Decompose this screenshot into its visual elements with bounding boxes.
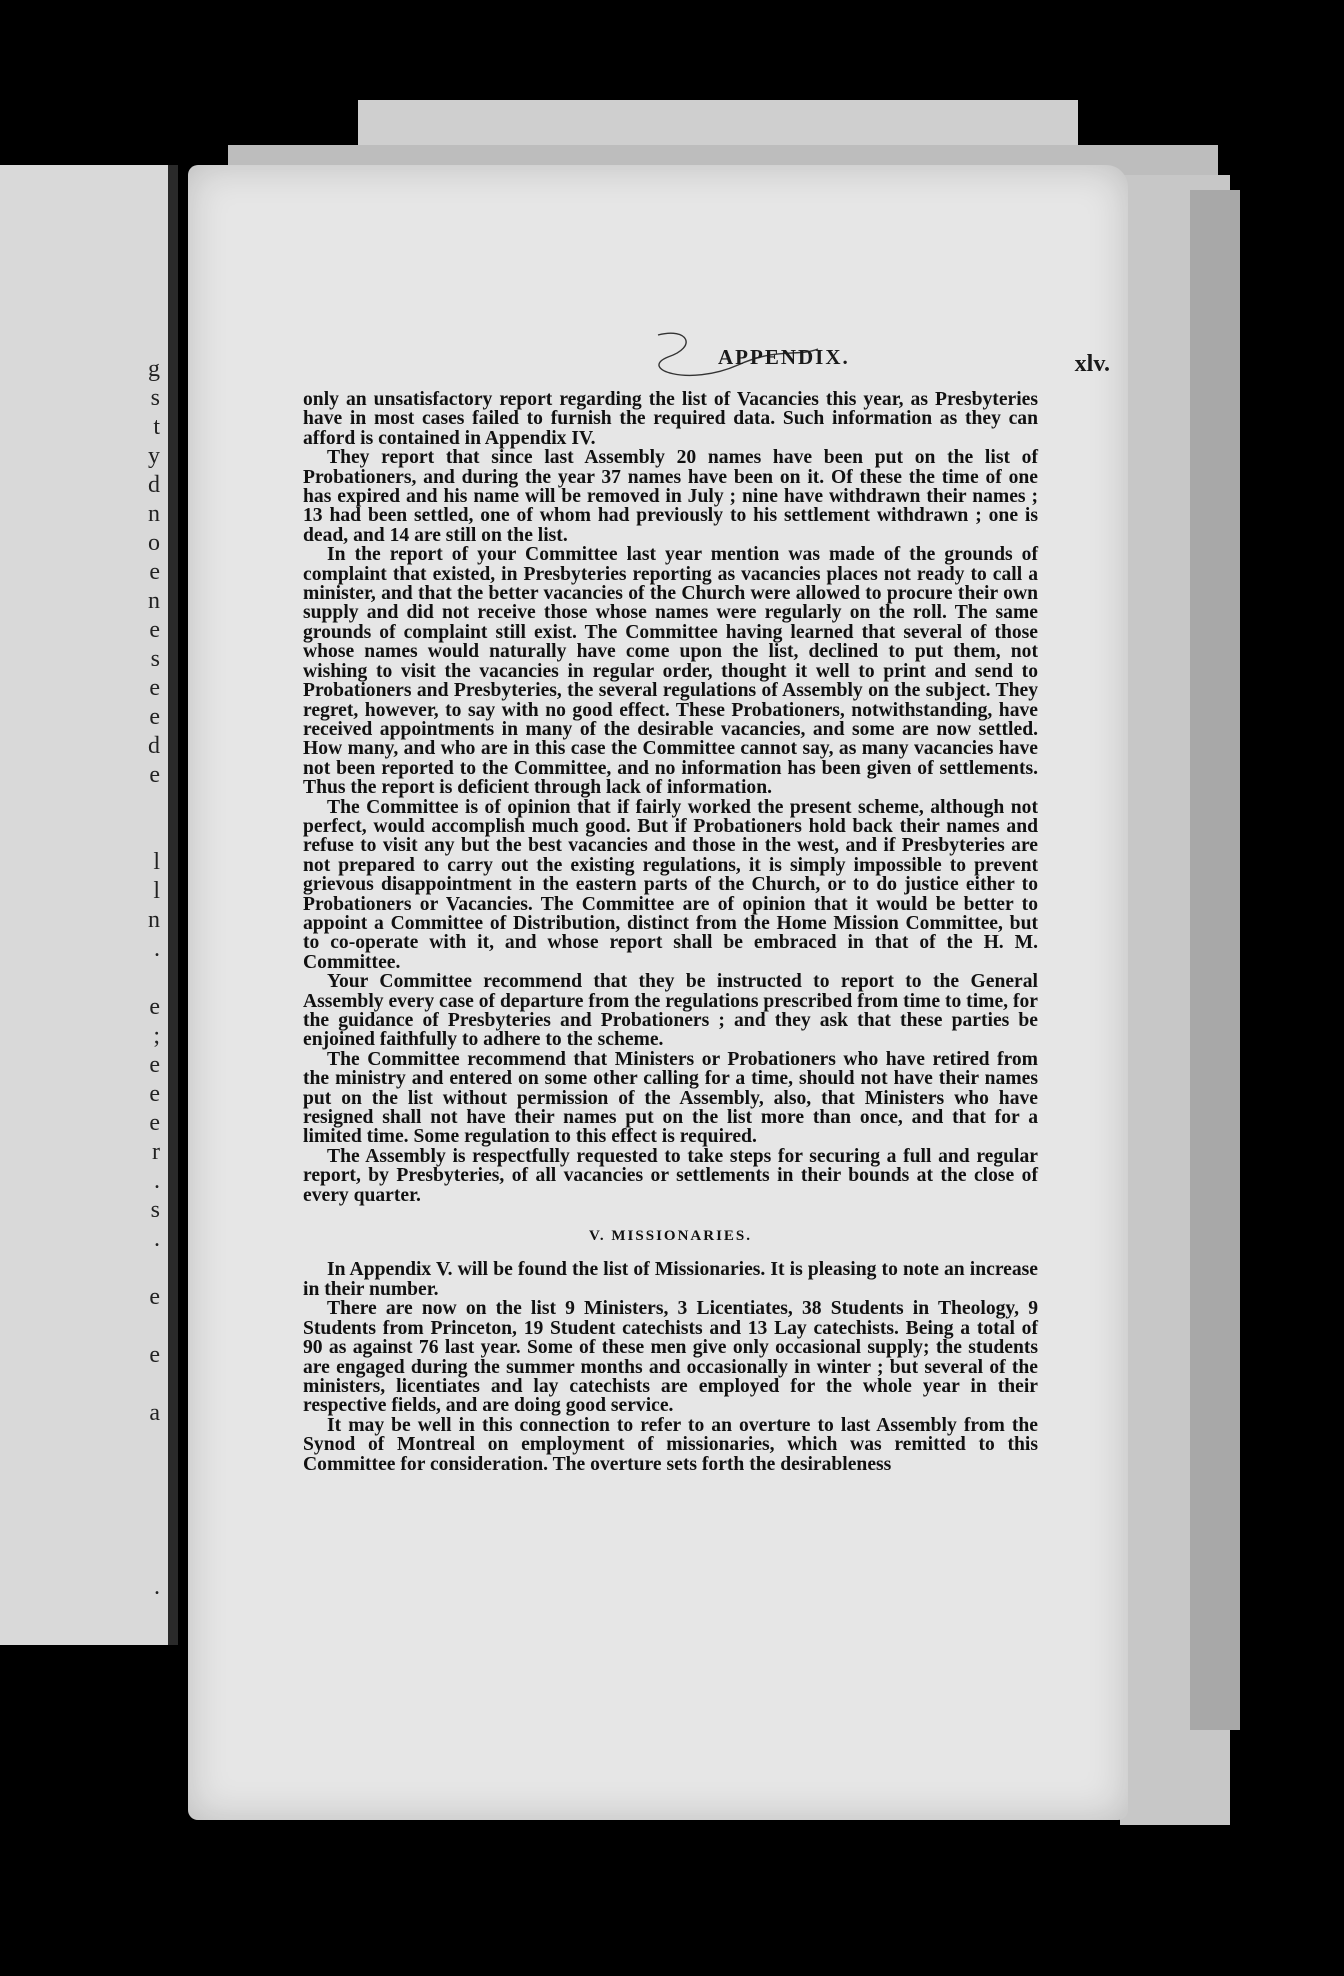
book-gutter — [168, 165, 178, 1645]
left-facing-page — [0, 165, 168, 1645]
page-number: xlv. — [1074, 351, 1110, 377]
paragraph: It may be well in this connection to refer to an overture to last Assembly from the Synod of Montreal on employment of missionaries, which was remitted to this Committee for consideration. The overture sets forth the desirableness — [303, 1414, 1038, 1475]
left-page-edge-text: g s t y d n o e n e s e e d e l l n . e ; e e e r . s . e e a . — [148, 356, 160, 1600]
paragraph: The Assembly is respectfully requested to take steps for securing a full and regular report, by Presbyteries, of all vacancies or settlements in their bounds at the close of every quarter. — [303, 1145, 1038, 1206]
background-sheet — [358, 100, 1078, 148]
section-heading: V. MISSIONARIES. — [588, 1228, 752, 1245]
paragraph: only an unsatisfactory report regarding the list of Vacancies this year, as Presbyteries have in most cases failed to furnish the required data. Such information as they can afford is contained in Appendix IV. — [303, 389, 1038, 449]
paragraph: In Appendix V. will be found the list of Missionaries. It is pleasing to note an increase in their number. — [303, 1259, 1038, 1300]
paragraph: There are now on the list 9 Ministers, 3 Licentiates, 38 Students in Theology, 9 Students from Princeton, 19 Student catechists and 13 Lay catechists. Being a total of 90 as against 76 last year. Some of these men give only occasional supply; the students are engaged during the summer months and occasionally in winter ; but several of the ministers, licentiates and lay catechists are employed for the whole year in their respective fields, and are doing good service. — [303, 1298, 1038, 1417]
paragraph: The Committee is of opinion that if fairly worked the present scheme, although not perfect, would accomplish much good. But if Probationers hold back their names and refuse to visit any but the best vacancies and those in the west, and if Presbyteries are not prepared to carry out the existing regulations, it is simply impossible to prevent grievous disappointment in the eastern parts of the Church, or to do justice either to Probationers or Vacancies. The Committee are of opinion that it would be better to appoint a Committee of Distribution, distinct from the Home Mission Committee, but to co-operate with it, and whose report shall be embraced in that of the H. M. Committee. — [303, 796, 1038, 973]
page-header — [268, 345, 1128, 385]
document-page — [188, 165, 1128, 1820]
paragraph: Your Committee recommend that they be instructed to report to the General Assembly every case of departure from the regulations prescribed from time to time, for the guidance of Presbyteries and Probationers ; and they ask that these parties be enjoined faithfully to adhere to the scheme. — [303, 971, 1038, 1051]
paragraph: In the report of your Committee last year mention was made of the grounds of complaint that existed, in Presbyteries reporting as vacancies places not ready to call a minister, and that the better vacancies of the Church were allowed to procure their own supply and did not receive those whose names were regularly on the roll. The same grounds of complaint still exist. The Committee having learned that several of those whose names would naturally have come upon the list, declined to put them, not wishing to visit the vacancies in regular order, thought it well to print and send to Probationers and Presbyteries, the several regulations of Assembly on the subject. They regret, however, to say with no good effect. These Probationers, notwithstanding, have received appointments in many of the desirable vacancies, and some are now settled. How many, and who are in this case the Committee cannot say, as many vacancies have not been reported to the Committee, and no information has been given of settlements. Thus the report is deficient through lack of information. — [303, 544, 1038, 799]
body-text — [303, 390, 1038, 1474]
paragraph: The Committee recommend that Ministers or Probationers who have retired from the ministry and entered on some other calling for a time, should not have their names put on the list without permission of the Assembly, also, that Ministers who have resigned shall not have their names put on the list more than once, and that for a limited time. Some regulation to this effect is required. — [303, 1048, 1038, 1148]
background-sheet — [1190, 190, 1240, 1730]
paragraph: They report that since last Assembly 20 names have been put on the list of Probationers, and during the year 37 names have been on it. Of these the time of one has expired and his name will be removed in July ; nine have withdrawn their names ; 13 had been settled, one of whom had previously to his settlement withdrawn ; one is dead, and 14 are still on the list. — [303, 447, 1038, 546]
running-head: APPENDIX. — [718, 345, 850, 369]
